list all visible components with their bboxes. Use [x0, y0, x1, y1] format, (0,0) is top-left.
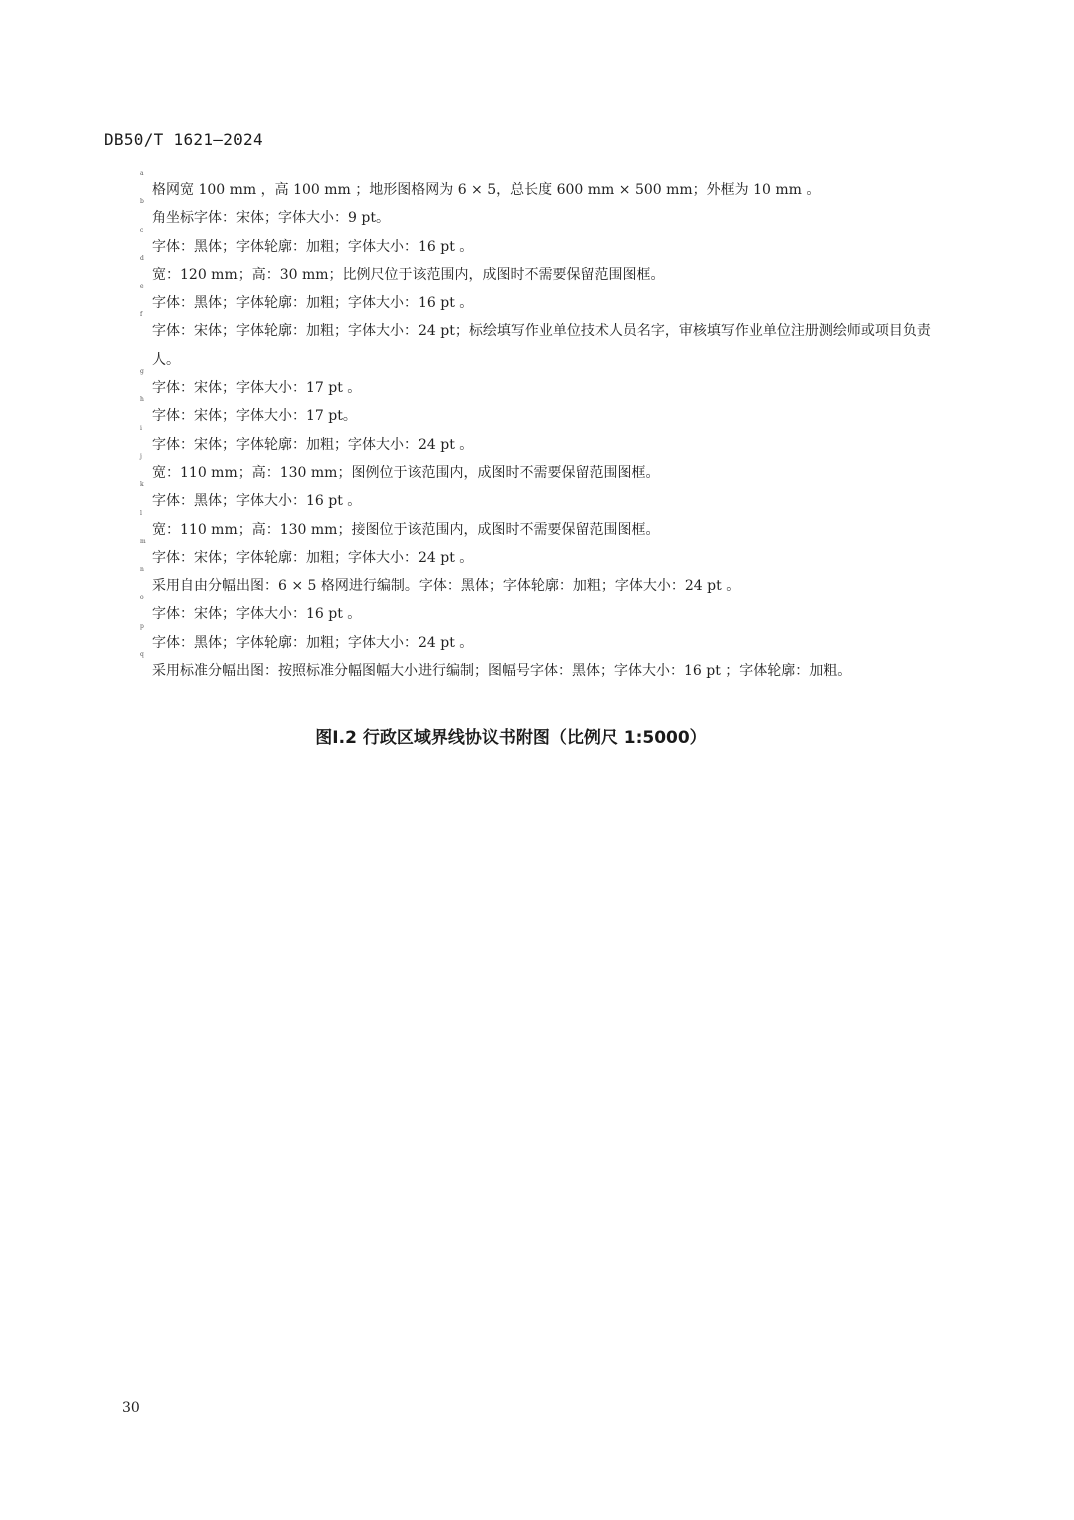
footnote-n	[140, 566, 940, 600]
footnote-mark: o	[140, 594, 144, 602]
footnote-mark: p	[140, 622, 144, 630]
footnote-mark: m	[140, 537, 146, 545]
footnote-d	[140, 254, 940, 289]
footnote-text: 字体：宋体；字体大小：16 pt 。	[152, 606, 362, 623]
footnote-mark: b	[140, 198, 144, 206]
footnote-text: 字体：宋体；字体轮廓：加粗；字体大小：24 pt 。	[152, 549, 474, 566]
footnote-text: 字体：宋体；字体大小：17 pt 。	[152, 380, 362, 397]
footnote-h	[140, 396, 940, 430]
footnote-list	[140, 170, 940, 685]
figure-caption: 图I.2 行政区域界线协议书附图（比例尺 1:5000）	[315, 728, 707, 748]
footnote-text: 宽：120 mm；高：30 mm；比例尺位于该范围内，成图时不需要保留范围图框。	[152, 266, 665, 283]
footnote-text: 宽：110 mm；高：130 mm；接图位于该范围内，成图时不需要保留范围图框。	[152, 521, 660, 538]
footnote-mark: g	[140, 368, 144, 376]
footnote-mark: a	[140, 170, 144, 177]
footnote-q	[140, 651, 940, 685]
footnote-text: 字体：黑体；字体轮廓：加粗；字体大小：24 pt 。	[152, 634, 474, 651]
footnote-text: 字体：黑体；字体轮廓：加粗；字体大小：16 pt 。	[152, 238, 474, 255]
footnote-text: 角坐标字体：宋体；字体大小：9 pt。	[152, 210, 390, 227]
footnote-text: 字体：黑体；字体轮廓：加粗；字体大小：16 pt 。	[152, 295, 474, 312]
footnote-c	[140, 226, 940, 261]
footnote-text: 字体：宋体；字体轮廓：加粗；字体大小：24 pt 。	[152, 436, 474, 453]
footnote-text: 字体：黑体；字体大小：16 pt 。	[152, 493, 362, 510]
footnote-l	[140, 509, 940, 544]
footnote-k	[140, 481, 940, 515]
document-id-header: DB50/T 1621—2024	[104, 130, 263, 149]
footnote-i	[140, 424, 940, 459]
footnote-f	[140, 311, 940, 374]
footnote-mark: c	[140, 226, 144, 234]
footnote-text: 宽：110 mm；高：130 mm；图例位于该范围内，成图时不需要保留范围图框。	[152, 464, 660, 481]
footnote-o	[140, 594, 940, 628]
footnote-mark: h	[140, 396, 144, 404]
footnote-text: 字体：宋体；字体轮廓：加粗；字体大小：24 pt；标绘填写作业单位技术人员名字，审核填写作业单位注册测绘师或项目负责人。	[152, 323, 931, 368]
footnote-text: 采用标准分幅出图：按照标准分幅图幅大小进行编制；图幅号字体：黑体；字体大小：16 pt ；字体轮廓：加粗。	[152, 663, 852, 680]
footnote-b	[140, 198, 940, 232]
footnote-mark: k	[140, 481, 144, 489]
footnote-p	[140, 622, 940, 657]
footnote-mark: j	[140, 452, 142, 460]
page-number: 30	[122, 1400, 140, 1416]
footnote-mark: i	[140, 424, 142, 432]
footnote-mark: e	[140, 283, 144, 291]
footnote-text: 格网宽 100 mm ，高 100 mm ；地形图格网为 6 × 5，总长度 600 mm × 500 mm；外框为 10 mm 。	[152, 182, 821, 198]
footnote-e	[140, 283, 940, 317]
footnote-mark: q	[140, 651, 144, 659]
footnote-m	[140, 537, 940, 572]
footnote-mark: d	[140, 254, 144, 262]
footnote-j	[140, 452, 940, 487]
footnote-mark: l	[140, 509, 142, 517]
footnote-a	[140, 170, 940, 204]
footnote-g	[140, 368, 940, 402]
footnote-text: 字体：宋体；字体大小：17 pt。	[152, 408, 357, 425]
footnote-mark: n	[140, 566, 144, 574]
footnote-mark: f	[140, 311, 143, 319]
footnote-text: 采用自由分幅出图：6 × 5 格网进行编制。字体：黑体；字体轮廓：加粗；字体大小：24 pt 。	[152, 578, 741, 595]
